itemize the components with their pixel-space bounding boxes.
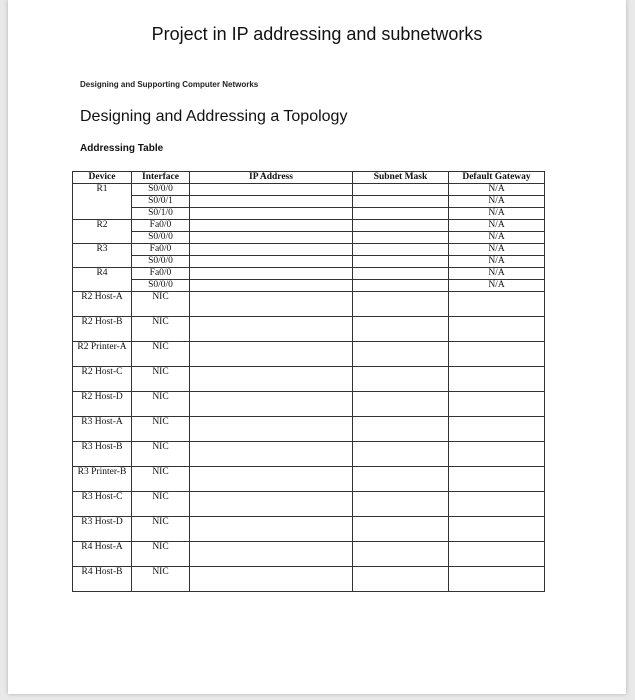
default-gateway-cell — [449, 467, 545, 492]
column-header-device: Device — [73, 172, 132, 184]
interface-cell: NIC — [132, 467, 190, 492]
column-header-interface: Interface — [132, 172, 190, 184]
ip-address-cell — [190, 244, 353, 256]
subnet-mask-cell — [353, 256, 449, 268]
page-header: Designing and Supporting Computer Networks — [80, 80, 259, 89]
default-gateway-cell — [449, 317, 545, 342]
interface-cell: S0/0/0 — [132, 232, 190, 244]
device-cell: R2 Host-B — [73, 317, 132, 342]
interface-cell: NIC — [132, 317, 190, 342]
table-row — [73, 467, 545, 492]
default-gateway-cell — [449, 567, 545, 592]
default-gateway-cell — [449, 417, 545, 442]
device-cell: R3 Host-D — [73, 517, 132, 542]
interface-cell: Fa0/0 — [132, 244, 190, 256]
default-gateway-cell: N/A — [449, 220, 545, 232]
ip-address-cell — [190, 567, 353, 592]
subnet-mask-cell — [353, 392, 449, 417]
subnet-mask-cell — [353, 367, 449, 392]
subnet-mask-cell — [353, 442, 449, 467]
device-cell: R3 Host-C — [73, 492, 132, 517]
ip-address-cell — [190, 280, 353, 292]
column-header-default-gateway: Default Gateway — [449, 172, 545, 184]
default-gateway-cell: N/A — [449, 256, 545, 268]
ip-address-cell — [190, 208, 353, 220]
table-row — [73, 517, 545, 542]
ip-address-cell — [190, 268, 353, 280]
device-cell: R4 — [73, 268, 132, 292]
subnet-mask-cell — [353, 492, 449, 517]
device-cell: R2 Host-A — [73, 292, 132, 317]
device-cell: R4 Host-A — [73, 542, 132, 567]
table-row — [73, 342, 545, 367]
interface-cell: S0/0/0 — [132, 280, 190, 292]
default-gateway-cell: N/A — [449, 244, 545, 256]
ip-address-cell — [190, 442, 353, 467]
table-row — [73, 417, 545, 442]
table-row — [73, 184, 545, 196]
table-row — [73, 292, 545, 317]
subnet-mask-cell — [353, 280, 449, 292]
addressing-table — [72, 171, 545, 592]
subnet-mask-cell — [353, 208, 449, 220]
interface-cell: NIC — [132, 517, 190, 542]
table-row — [73, 280, 545, 292]
table-row — [73, 268, 545, 280]
subnet-mask-cell — [353, 567, 449, 592]
ip-address-cell — [190, 417, 353, 442]
device-cell: R3 Printer-B — [73, 467, 132, 492]
interface-cell: NIC — [132, 492, 190, 517]
interface-cell: NIC — [132, 567, 190, 592]
default-gateway-cell — [449, 342, 545, 367]
default-gateway-cell: N/A — [449, 208, 545, 220]
table-row — [73, 442, 545, 467]
subnet-mask-cell — [353, 220, 449, 232]
interface-cell: Fa0/0 — [132, 268, 190, 280]
ip-address-cell — [190, 367, 353, 392]
table-row — [73, 492, 545, 517]
section-heading: Designing and Addressing a Topology — [80, 108, 348, 125]
table-row — [73, 392, 545, 417]
ip-address-cell — [190, 542, 353, 567]
default-gateway-cell — [449, 292, 545, 317]
interface-cell: NIC — [132, 367, 190, 392]
device-cell: R1 — [73, 184, 132, 220]
ip-address-cell — [190, 492, 353, 517]
default-gateway-cell — [449, 542, 545, 567]
subnet-mask-cell — [353, 268, 449, 280]
subnet-mask-cell — [353, 417, 449, 442]
device-cell: R2 Printer-A — [73, 342, 132, 367]
subnet-mask-cell — [353, 517, 449, 542]
subnet-mask-cell — [353, 184, 449, 196]
document-title: Project in IP addressing and subnetworks — [151, 24, 483, 44]
table-row — [73, 317, 545, 342]
ip-address-cell — [190, 184, 353, 196]
column-header-subnet-mask: Subnet Mask — [353, 172, 449, 184]
device-cell: R3 Host-B — [73, 442, 132, 467]
table-row — [73, 256, 545, 268]
table-row — [73, 567, 545, 592]
interface-cell: NIC — [132, 392, 190, 417]
table-row — [73, 232, 545, 244]
ip-address-cell — [190, 342, 353, 367]
ip-address-cell — [190, 220, 353, 232]
interface-cell: S0/0/0 — [132, 256, 190, 268]
interface-cell: NIC — [132, 292, 190, 317]
subnet-mask-cell — [353, 232, 449, 244]
interface-cell: NIC — [132, 342, 190, 367]
device-cell: R2 — [73, 220, 132, 244]
table-row — [73, 244, 545, 256]
interface-cell: S0/0/1 — [132, 196, 190, 208]
default-gateway-cell: N/A — [449, 196, 545, 208]
ip-address-cell — [190, 317, 353, 342]
interface-cell: S0/0/0 — [132, 184, 190, 196]
ip-address-cell — [190, 517, 353, 542]
table-row — [73, 196, 545, 208]
table-row — [73, 208, 545, 220]
subnet-mask-cell — [353, 244, 449, 256]
subnet-mask-cell — [353, 317, 449, 342]
subnet-mask-cell — [353, 342, 449, 367]
default-gateway-cell: N/A — [449, 280, 545, 292]
interface-cell: NIC — [132, 542, 190, 567]
table-row — [73, 220, 545, 232]
subnet-mask-cell — [353, 292, 449, 317]
table-row — [73, 542, 545, 567]
subnet-mask-cell — [353, 467, 449, 492]
device-cell: R2 Host-D — [73, 392, 132, 417]
default-gateway-cell — [449, 517, 545, 542]
default-gateway-cell — [449, 367, 545, 392]
table-body — [73, 184, 545, 592]
subnet-mask-cell — [353, 196, 449, 208]
interface-cell: Fa0/0 — [132, 220, 190, 232]
table-header-row — [73, 172, 545, 184]
interface-cell: NIC — [132, 417, 190, 442]
table-row — [73, 367, 545, 392]
default-gateway-cell: N/A — [449, 184, 545, 196]
default-gateway-cell: N/A — [449, 268, 545, 280]
default-gateway-cell — [449, 492, 545, 517]
interface-cell: NIC — [132, 442, 190, 467]
device-cell: R4 Host-B — [73, 567, 132, 592]
default-gateway-cell — [449, 442, 545, 467]
default-gateway-cell: N/A — [449, 232, 545, 244]
table-caption: Addressing Table — [80, 143, 164, 154]
ip-address-cell — [190, 232, 353, 244]
device-cell: R2 Host-C — [73, 367, 132, 392]
device-cell: R3 Host-A — [73, 417, 132, 442]
device-cell: R3 — [73, 244, 132, 268]
ip-address-cell — [190, 467, 353, 492]
default-gateway-cell — [449, 392, 545, 417]
subnet-mask-cell — [353, 542, 449, 567]
ip-address-cell — [190, 256, 353, 268]
column-header-ip-address: IP Address — [190, 172, 353, 184]
interface-cell: S0/1/0 — [132, 208, 190, 220]
ip-address-cell — [190, 292, 353, 317]
ip-address-cell — [190, 196, 353, 208]
ip-address-cell — [190, 392, 353, 417]
